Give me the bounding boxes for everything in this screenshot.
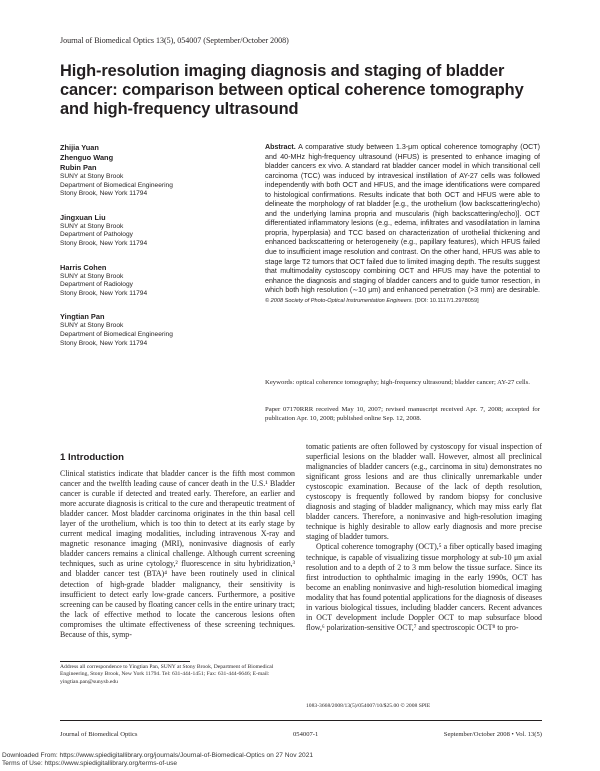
author-group	[60, 213, 250, 249]
section-heading-introduction: 1 Introduction	[60, 452, 124, 463]
journal-citation-line: Journal of Biomedical Optics 13(5), 054007 (September/October 2008)	[60, 36, 289, 45]
footer-issue: September/October 2008 • Vol. 13(5)	[443, 731, 542, 738]
author-name: Yingtian Pan	[60, 312, 105, 322]
affiliation-line: Department of Biomedical Engineering	[60, 181, 173, 189]
author-name: Zhijia Yuan	[60, 143, 99, 152]
footer-page-number: 054007-1	[293, 731, 319, 738]
body-column-left	[60, 469, 295, 640]
author-group	[60, 143, 250, 199]
terms-of-use-notice: Terms of Use: https://www.spiedigitallibrary.org/terms-of-use	[2, 760, 178, 767]
footer-divider	[60, 720, 542, 721]
affiliation-line: Department of Biomedical Engineering	[60, 330, 173, 338]
received-dates: Paper 07170RRR received May 10, 2007; revised manuscript received Apr. 7, 2008; accepted for publication Apr. 10, 2008; published online Sep. 12, 2008.	[265, 406, 540, 422]
author-name: Zhenguo Wang	[60, 153, 114, 162]
body-column-right	[306, 442, 542, 633]
issn-line: 1083-3668/2008/13(5)/054007/10/$25.00 © 2008 SPIE	[306, 703, 431, 709]
paper-title: High-resolution imaging diagnosis and staging of bladder cancer: comparison between optical coherence tomography and high-frequency ultrasound	[60, 62, 524, 118]
copyright-notice: © 2008 Society of Photo-Optical Instrumentation Engineers.	[265, 297, 414, 304]
affiliation-line: SUNY at Stony Brook	[60, 272, 124, 280]
affiliation-line: SUNY at Stony Brook	[60, 173, 124, 180]
author-name: Harris Cohen	[60, 262, 107, 272]
paragraph: Clinical statistics indicate that bladder cancer is the fifth most common cancer and the twelfth leading cause of cancer death in the U.S.¹ Bladder cancer is curable if detected and treated early. Therefore, an earlier and more accurate diagnosis is critical to the cure and therapeutic treatment of bladder cancer. Most bladder carcinoma originates in the thin basal cell layer of the urothelium, which is too thin to detect at its early stage by current medical imaging modalities, including intravenous X-ray and magnetic resonance imaging (MRI), noninvasive diagnosis of early bladder cancers remains a clinical challenge. Although current screening techniques, such as urine cytology,² fluorescence in situ hybridization,³ and bladder cancer test (BTA)⁴ have been routinely used in clinical detection of high-grade bladder malignancy, their sensitivity is insufficient to detect early low-grade cancers. Furthermore, a positive screening can be caused by floating cancer cells in the entire urinary tract; the lack of effective method to locate the cancerous lesions often compromises the ultimate effectiveness of these screening techniques. Because of this, symp-	[60, 469, 295, 639]
affiliation-line: Stony Brook, New York 11794	[60, 289, 148, 297]
affiliation-line: Stony Brook, New York 11794	[60, 190, 148, 198]
correspondence-footnote: Address all correspondence to Yingtian Pan, SUNY at Stony Brook, Department of Biomedical Engineering, Stony Brook, New York 11794. Tel: 631-444-1451; Fax: 631-444-6646; E-mail: yingtian.pan@sunysb.edu	[60, 664, 274, 685]
paragraph: Optical coherence tomography (OCT),⁵ a fiber optically based imaging technique, is capable of visualizing tissue morphology at sub-10 μm axial resolution and to a depth of 2 to 3 mm below the tissue surface. Since its first introduction to ophthalmic imaging in the early 1990s, OCT has become an enabling noninvasive and high-resolution biomedical imaging modality that has found potential applications for the diagnosis of diseases in various biological tissues, including bladder cancers. Recent advances in OCT development include Doppler OCT to map subsurface blood flow,⁶ polarization-sensitive OCT,⁷ and spectroscopic OCT⁸ to pro-	[306, 542, 542, 632]
abstract	[265, 143, 540, 306]
download-notice: Downloaded From: https://www.spiedigitallibrary.org/journals/Journal-of-Biomedical-Optics on 27 Nov 2021	[2, 752, 314, 759]
footer-journal: Journal of Biomedical Optics	[60, 731, 138, 738]
abstract-label: Abstract.	[265, 143, 296, 151]
affiliation-line: Department of Pathology	[60, 231, 133, 239]
author-name: Jingxuan Liu	[60, 212, 106, 222]
affiliation-line: SUNY at Stony Brook	[60, 322, 124, 330]
paragraph: tomatic patients are often followed by cystoscopy for visual inspection of superficial lesions on the bladder wall. However, almost all preclinical malignancies of bladder cancers (e.g., carcinoma in situ) demonstrates no significant gross lesions and are thus clinically unremarkable under cystoscopic examination. Because of the lack of depth resolution, cystoscopy is frequently followed by random biopsy for conclusive diagnosis and staging of bladder malignancy, which may miss early flat bladder cancers. Therefore, a noninvasive and high-resolution imaging technique is highly desirable to allow early diagnosis and more precise staging of bladder tumors.	[306, 442, 542, 542]
abstract-text: A comparative study between 1.3-μm optical coherence tomography (OCT) and 40-MHz high-frequency ultrasound (HFUS) is presented to enhance imaging of bladder cancers ex vivo. A standard rat bladder cancer model in which transitional cell carcinoma (TCC) was induced by intravesical instillation of AY-27 cells was followed independently with both OCT and HFUS, and the image identifications were compared to histological confirmations. Results indicate that both OCT and HFUS were able to delineate the morphology of rat bladder [e.g., the urothelium (low backscattering/echo) and the underlying lamina propria and muscularis (high backscattering/echo)]. OCT differentiated inflammatory lesions (e.g., edema, infiltrates and vasodilatation in lamina propria, hyperplasia) and TCC based on characterization of urothelial thickening and enhanced backscattering or heterogeneity (e.g., papillary features), which HFUS failed due to insufficient image resolution and contrast. On the other hand, HFUS was able to stage large T2 tumors that OCT failed due to limited imaging depth. The results suggest that multimodality cystoscopy combining OCT and HFUS may have the potential to enhance the diagnosis and staging of bladder cancers and to guide tumor resection, in which both high resolution (∼10 μm) and enhanced penetration (>3 mm) are desirable.	[265, 143, 540, 295]
author-group	[60, 263, 250, 299]
author-block	[60, 143, 250, 362]
footnote-divider	[60, 661, 190, 662]
affiliation-line: Stony Brook, New York 11794	[60, 239, 148, 247]
affiliation-line: Department of Radiology	[60, 281, 133, 289]
affiliation-line: SUNY at Stony Brook	[60, 222, 124, 230]
doi: [DOI: 10.1117/1.2978059]	[415, 297, 479, 304]
author-group	[60, 312, 250, 348]
author-name: Rubin Pan	[60, 163, 97, 172]
affiliation-line: Stony Brook, New York 11794	[60, 339, 148, 347]
keywords: Keywords: optical coherence tomography; high-frequency ultrasound; bladder cancer; AY-27 cells.	[265, 379, 530, 386]
